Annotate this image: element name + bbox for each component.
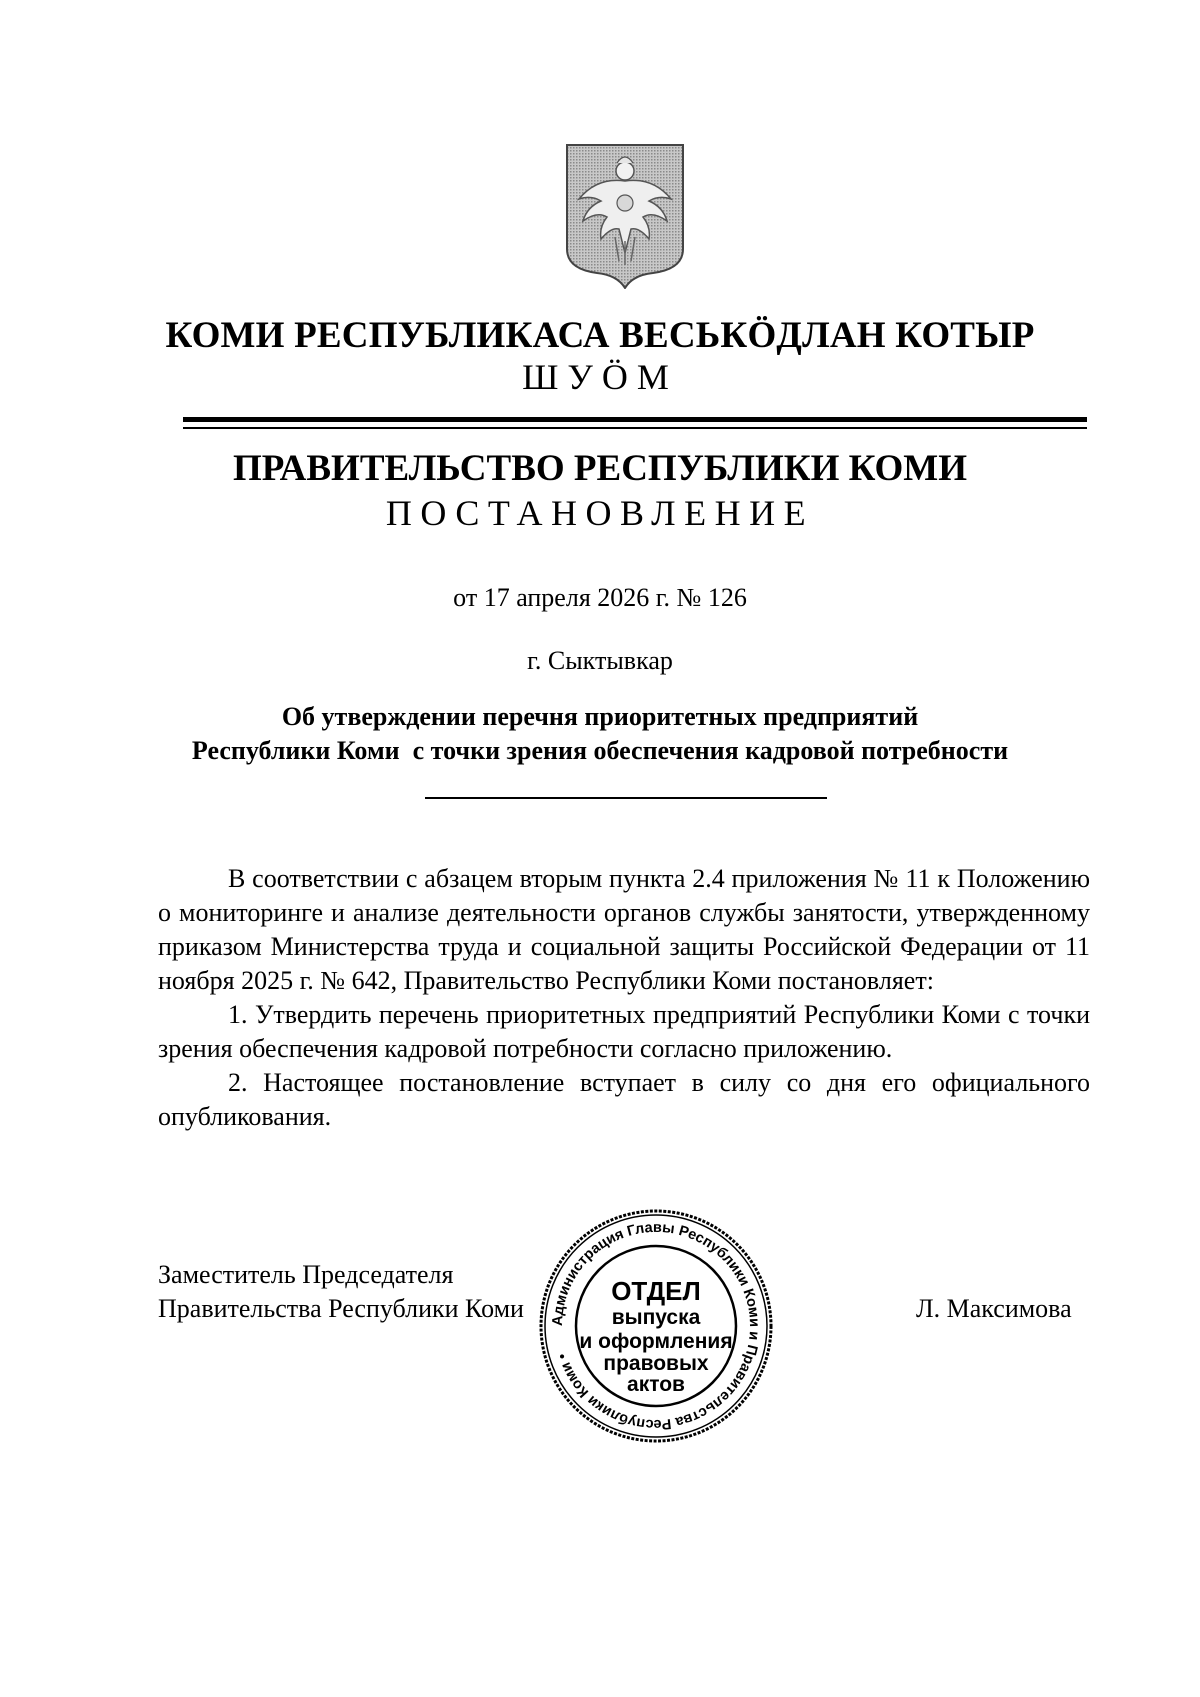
komi-doc-type: ШУӦМ bbox=[522, 357, 678, 397]
header-divider-thick bbox=[183, 417, 1087, 422]
signatory-position-line-2: Правительства Республики Коми bbox=[158, 1294, 524, 1323]
body-paragraph: 2. Настоящее постановление вступает в силу со дня его официального опубликования. bbox=[158, 1068, 1090, 1131]
body-paragraph: В соответствии с абзацем вторым пункта 2.4 приложения № 11 к Положению о мониторинге и анализе деятельности органов службы занятости, утвержденному приказом Министерства труда и социальной защиты Российской Федерации от 11 ноября 2025 г. № 642, Правительство Республики Коми постановляет: bbox=[158, 864, 1090, 995]
stamp-line: ОТДЕЛ bbox=[611, 1276, 701, 1306]
gov-title: ПРАВИТЕЛЬСТВО РЕСПУБЛИКИ КОМИ bbox=[233, 448, 967, 489]
doc-city: г. Сыктывкар bbox=[527, 646, 673, 675]
stamp-ring-text: Администрация Главы Республики Коми и Правительства Республики Коми • bbox=[549, 1219, 763, 1433]
stamp-line: правовых bbox=[603, 1352, 709, 1375]
subject-line-1: Об утверждении перечня приоритетных предприятий bbox=[281, 702, 919, 731]
coat-of-arms-icon bbox=[561, 141, 689, 289]
signatory-position-line-1: Заместитель Председателя bbox=[158, 1260, 454, 1289]
gov-doc-type: ПОСТАНОВЛЕНИЕ bbox=[385, 493, 815, 533]
header-divider-thin bbox=[183, 427, 1087, 429]
body-paragraph: 1. Утвердить перечень приоритетных предприятий Республики Коми с точки зрения обеспечения кадровой потребности согласно приложению. bbox=[158, 1000, 1090, 1063]
body-text bbox=[158, 862, 1090, 1134]
signatory-name: Л. Максимова bbox=[916, 1294, 1072, 1323]
komi-title: КОМИ РЕСПУБЛИКАСА ВЕСЬКӦДЛАН КОТЫР bbox=[165, 315, 1035, 356]
doc-date-number: от 17 апреля 2026 г. № 126 bbox=[453, 583, 747, 612]
subject-underline bbox=[425, 797, 827, 799]
stamp-line: актов bbox=[627, 1373, 685, 1396]
official-stamp bbox=[537, 1207, 775, 1445]
subject-line-2: Республики Коми с точки зрения обеспечения кадровой потребности bbox=[191, 736, 1009, 765]
stamp-line: выпуска bbox=[611, 1306, 701, 1329]
stamp-line: и оформления bbox=[579, 1330, 733, 1353]
